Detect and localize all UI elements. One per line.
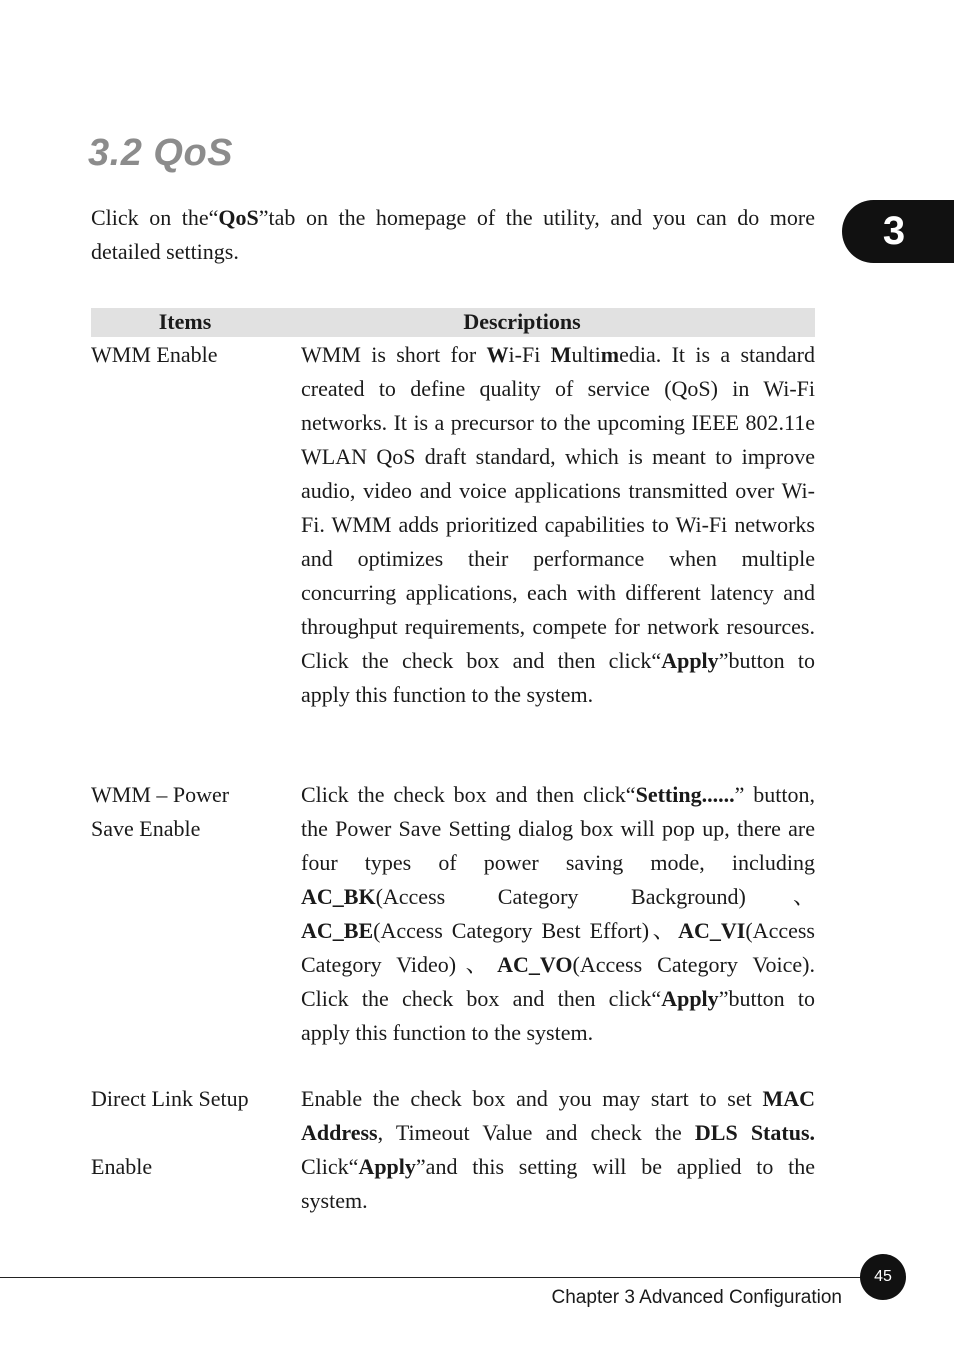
desc-bold-apply: Apply — [661, 986, 719, 1011]
desc-text: ulti — [571, 342, 601, 367]
section-title: 3.2 QoS — [88, 132, 233, 174]
chapter-footer-label: Chapter 3 Advanced Configuration — [551, 1287, 842, 1308]
desc-text: ”button to apply this function to the system. — [301, 648, 815, 707]
intro-text: ”tab on the homepage of the utility, and you can do more detailed settings. — [91, 205, 815, 264]
row-description — [301, 1082, 815, 1218]
desc-bold: M — [550, 342, 572, 367]
desc-text: (Access Category Video)、 — [301, 918, 815, 977]
desc-text: , Timeout Value and check the — [377, 1120, 695, 1145]
desc-bold-apply: Apply — [661, 648, 719, 673]
intro-bold-qos: QoS — [218, 205, 259, 230]
desc-bold-apply: Apply — [358, 1154, 416, 1179]
row-item-label — [91, 1082, 286, 1184]
desc-bold: m — [600, 342, 620, 367]
table-header — [91, 308, 815, 337]
footer-divider — [0, 1277, 872, 1278]
page-number: 45 — [860, 1254, 906, 1300]
desc-bold: AC_BK — [301, 884, 376, 909]
row-description — [301, 778, 815, 1050]
header-descriptions: Descriptions — [463, 309, 581, 334]
row-item-label — [91, 778, 286, 846]
desc-bold: AC_BE — [301, 918, 374, 943]
desc-text: ”and this setting will be applied to the system. — [301, 1154, 815, 1213]
desc-text: (Access Category Background)、 — [375, 884, 815, 909]
desc-text: Click“ — [301, 1154, 359, 1179]
desc-bold: AC_VO — [497, 952, 573, 977]
chapter-tab: 3 — [842, 200, 954, 263]
item-line: Enable — [91, 1154, 153, 1179]
desc-text: edia. It is a standard created to define quality of service (QoS) in Wi-Fi networks. It is a precursor to the upcoming IEEE 802.11e WLAN QoS draft standard, which is meant to improve audio, video and voice applications transmitted over Wi-Fi. WMM adds prioritized capabilities to Wi-Fi networks and optimizes their performance when multiple concurring applications, each with different latency and throughput requirements, compete for network resources. Click the check box and then click“ — [301, 342, 815, 673]
row-item-label: WMM Enable — [91, 342, 218, 367]
desc-text: (Access Category Best Effort)、 — [373, 918, 679, 943]
desc-text: ” button, the Power Save Setting dialog box will pop up, there are four types of power saving mode, including — [301, 782, 815, 875]
intro-text: Click on the“ — [91, 205, 219, 230]
item-line: Direct Link Setup — [91, 1086, 249, 1111]
item-line: WMM – Power — [91, 782, 230, 807]
desc-bold: W — [486, 342, 509, 367]
intro-paragraph — [91, 201, 815, 269]
desc-text: (Access Category Voice). Click the check box and then click“ — [301, 952, 815, 1011]
desc-text: WMM is short for — [301, 342, 487, 367]
desc-bold: AC_VI — [678, 918, 746, 943]
desc-bold-setting: Setting...... — [635, 782, 735, 807]
header-items: Items — [158, 309, 212, 334]
desc-bold: DLS Status. — [694, 1120, 815, 1145]
item-line: Save Enable — [91, 816, 201, 841]
desc-text: i-Fi — [508, 342, 551, 367]
desc-text: ”button to apply this function to the system. — [301, 986, 815, 1045]
desc-text: Click the check box and then click“ — [301, 782, 636, 807]
desc-bold: MAC Address — [301, 1086, 815, 1145]
row-description — [301, 338, 815, 712]
desc-text: Enable the check box and you may start to set — [301, 1086, 763, 1111]
